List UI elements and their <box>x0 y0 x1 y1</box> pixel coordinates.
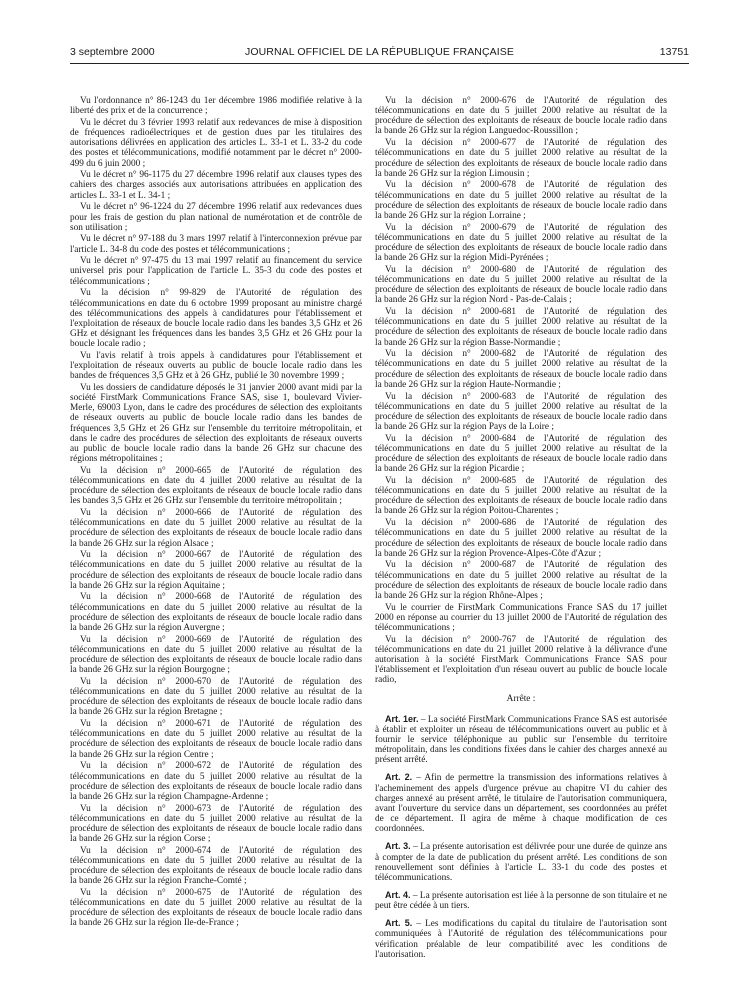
visa-paragraph: Vu le décret n° 96-1175 du 27 décembre 1996 relatif aux clauses types des cahiers des charges associés aux autorisations attribuées en application des articles L. 33-1 et L. 34-1 ; <box>70 170 362 201</box>
visa-paragraph: Vu le décret n° 97-475 du 13 mai 1997 relatif au financement du service universel pris pour l'application de l'article L. 35-3 du code des postes et télécommunications ; <box>70 256 362 287</box>
visa-paragraph: Vu la décision n° 2000-687 de l'Autorité de régulation des télécommunications en date du 5 juillet 2000 relative au résultat de la procédure de sélection des exploitants de réseaux de boucle locale radio dans la bande 26 GHz sur la région Rhône-Alpes ; <box>375 560 667 601</box>
article-text: – La société FirstMark Communications France SAS est autorisée à établir et exploiter un réseau de télécommunications ouvert au public et à fournir le service téléphonique au public sur l'ensemble du territoire métropolitain, dans les conditions fixées dans le cahier des charges annexé au présent arrêté. <box>375 714 667 766</box>
visa-paragraph: Vu le décret n° 97-188 du 3 mars 1997 relatif à l'interconnexion prévue par l'article L. 34-8 du code des postes et télécommunications ; <box>70 234 362 255</box>
visa-paragraph: Vu la décision n° 2000-676 de l'Autorité de régulation des télécommunications en date du 5 juillet 2000 relative au résultat de la procédure de sélection des exploitants de réseaux de boucle locale radio dans la bande 26 GHz sur la région Languedoc-Roussillon ; <box>375 96 667 137</box>
article-number: Art. 5. <box>385 918 413 929</box>
articles <box>375 714 667 960</box>
article-text: – La présente autorisation est délivrée pour une durée de quinze ans à compter de la date de publication du présent arrêté. Les conditions de son renouvellement sont définies à l'article L. 33-1 du code des postes et télécommunications. <box>375 842 667 883</box>
visa-paragraph: Vu la décision n° 2000-668 de l'Autorité de régulation des télécommunications en date du 5 juillet 2000 relative au résultat de la procédure de sélection des exploitants de réseaux de boucle locale radio dans la bande 26 GHz sur la région Auvergne ; <box>70 592 362 633</box>
visa-paragraph: Vu la décision n° 2000-675 de l'Autorité de régulation des télécommunications en date du 5 juillet 2000 relative au résultat de la procédure de sélection des exploitants de réseaux de boucle locale radio dans la bande 26 GHz sur la région Ile-de-France ; <box>70 888 362 929</box>
visa-paragraph: Vu la décision n° 99-829 de l'Autorité de régulation des télécommunications en date du 6 octobre 1999 proposant au ministre chargé des télécommunications des appels à candidatures pour l'établissement et l'exploitation de réseaux de boucle locale radio dans les bandes 3,5 GHz et 26 GHz et désignant les fréquences dans les bandes 3,5 GHz et 26 GHz pour la boucle locale radio ; <box>70 288 362 350</box>
arrete-heading: Arrête : <box>506 694 536 705</box>
visa-paragraph: Vu la décision n° 2000-666 de l'Autorité de régulation des télécommunications en date du 5 juillet 2000 relative au résultat de la procédure de sélection des exploitants de réseaux de boucle locale radio dans la bande 26 GHz sur la région Alsace ; <box>70 508 362 549</box>
article-text: – Les modifications du capital du titulaire de l'autorisation sont communiquées à l'Autorité de régulation des télécommunications pour vérification préalable de leur compatibilité avec les conditions de l'autorisation. <box>375 919 667 960</box>
visa-paragraph: Vu la décision n° 2000-685 de l'Autorité de régulation des télécommunications en date du 5 juillet 2000 relative au résultat de la procédure de sélection des exploitants de réseaux de boucle locale radio dans la bande 26 GHz sur la région Poitou-Charentes ; <box>375 475 667 517</box>
article-number: Art. 1er. <box>385 713 419 724</box>
visa-paragraph: Vu la décision n° 2000-672 de l'Autorité de régulation des télécommunications en date du 5 juillet 2000 relative au résultat de la procédure de sélection des exploitants de réseaux de boucle locale radio dans la bande 26 GHz sur la région Champagne-Ardenne ; <box>70 761 362 802</box>
visa-paragraph: Vu la décision n° 2000-680 de l'Autorité de régulation des télécommunications en date du 5 juillet 2000 relative au résultat de la procédure de sélection des exploitants de réseaux de boucle locale radio dans la bande 26 GHz sur la région Nord - Pas-de-Calais ; <box>375 264 667 306</box>
visa-paragraph: Vu la décision n° 2000-686 de l'Autorité de régulation des télécommunications en date du 5 juillet 2000 relative au résultat de la procédure de sélection des exploitants de réseaux de boucle locale radio dans la bande 26 GHz sur la région Provence-Alpes-Côte d'Azur ; <box>375 518 667 559</box>
header-rule <box>70 63 689 64</box>
visa-paragraph: Vu la décision n° 2000-674 de l'Autorité de régulation des télécommunications en date du 5 juillet 2000 relative au résultat de la procédure de sélection des exploitants de réseaux de boucle locale radio dans la bande 26 GHz sur la région Franche-Comté ; <box>70 845 362 887</box>
article-number: Art. 3. <box>385 841 411 852</box>
journal-title: JOURNAL OFFICIEL DE LA RÉPUBLIQUE FRANÇAISE <box>245 46 514 58</box>
article-paragraph <box>375 714 667 766</box>
visa-paragraph: Vu l'avis relatif à trois appels à candidatures pour l'établissement et l'exploitation de réseaux ouverts au public de boucle locale radio dans les bandes de fréquences 3,5 GHz et à 26 GHz, publié le 30 novembre 1999 ; <box>70 350 362 382</box>
article-text: – Afin de permettre la transmission des informations relatives à l'acheminement des appels d'urgence prévue au chapitre VI du cahier des charges annexé au présent arrêté, le titulaire de l'autorisation communiquera, avant l'ouverture du service dans un département, ses coordonnées au préfet de ce département. Il agira de même à chaque modification de ces coordonnées. <box>375 773 668 835</box>
left-column <box>70 96 362 930</box>
article-paragraph <box>375 918 667 960</box>
visa-paragraph: Vu la décision n° 2000-679 de l'Autorité de régulation des télécommunications en date du 5 juillet 2000 relative au résultat de la procédure de sélection des exploitants de réseaux de boucle locale radio dans la bande 26 GHz sur la région Midi-Pyrénées ; <box>375 222 667 264</box>
visa-paragraph: Vu la décision n° 2000-684 de l'Autorité de régulation des télécommunications en date du 5 juillet 2000 relative au résultat de la procédure de sélection des exploitants de réseaux de boucle locale radio dans la bande 26 GHz sur la région Picardie ; <box>375 433 667 475</box>
visa-paragraph: Vu la décision n° 2000-667 de l'Autorité de régulation des télécommunications en date du 5 juillet 2000 relative au résultat de la procédure de sélection des exploitants de réseaux de boucle locale radio dans la bande 26 GHz sur la région Aquitaine ; <box>70 550 362 591</box>
article-number: Art. 2. <box>385 772 413 783</box>
issue-date: 3 septembre 2000 <box>70 46 155 58</box>
visa-paragraph: Vu la décision n° 2000-670 de l'Autorité de régulation des télécommunications en date du 5 juillet 2000 relative au résultat de la procédure de sélection des exploitants de réseaux de boucle locale radio dans la bande 26 GHz sur la région Bretagne ; <box>70 676 362 718</box>
visa-paragraph: Vu la décision n° 2000-767 de l'Autorité de régulation des télécommunications en date du 21 juillet 2000 relative à la délivrance d'une autorisation à la société FirstMark Communications France SAS pour l'établissement et l'exploitation d'un réseau ouvert au public de boucle locale radio, <box>375 634 667 686</box>
visa-paragraph: Vu la décision n° 2000-671 de l'Autorité de régulation des télécommunications en date du 5 juillet 2000 relative au résultat de la procédure de sélection des exploitants de réseaux de boucle locale radio dans la bande 26 GHz sur la région Centre ; <box>70 719 362 760</box>
page-header <box>70 46 689 62</box>
visa-paragraph: Vu les dossiers de candidature déposés le 31 janvier 2000 avant midi par la société FirstMark Communications France SAS, sise 1, boulevard Vivier-Merle, 69003 Lyon, dans le cadre des procédures de sélection des exploitants de réseaux ouverts au public de boucle locale radio dans les bandes de fréquences 3,5 GHz et 26 GHz sur l'ensemble du territoire métropolitain, et dans le cadre des procédures de sélection des exploitants de réseaux ouverts au public de boucle locale radio dans la bande 26 GHz sur chacune des régions métropolitaines ; <box>70 382 362 465</box>
visa-paragraph: Vu la décision n° 2000-673 de l'Autorité de régulation des télécommunications en date du 5 juillet 2000 relative au résultat de la procédure de sélection des exploitants de réseaux de boucle locale radio dans la bande 26 GHz sur la région Corse ; <box>70 803 362 845</box>
visa-paragraph: Vu la décision n° 2000-677 de l'Autorité de régulation des télécommunications en date du 5 juillet 2000 relative au résultat de la procédure de sélection des exploitants de réseaux de boucle locale radio dans la bande 26 GHz sur la région Limousin ; <box>375 138 667 179</box>
article-paragraph <box>375 890 667 911</box>
visa-paragraph: Vu la décision n° 2000-665 de l'Autorité de régulation des télécommunications en date du 4 juillet 2000 relative au résultat de la procédure de sélection des exploitants de réseaux de boucle locale radio dans les bandes 3,5 GHz et 26 GHz sur l'ensemble du territoire métropolitain ; <box>70 465 362 507</box>
visa-paragraph: Vu la décision n° 2000-669 de l'Autorité de régulation des télécommunications en date du 5 juillet 2000 relative au résultat de la procédure de sélection des exploitants de réseaux de boucle locale radio dans la bande 26 GHz sur la région Bourgogne ; <box>70 634 362 676</box>
visa-paragraph: Vu la décision n° 2000-682 de l'Autorité de régulation des télécommunications en date du 5 juillet 2000 relative au résultat de la procédure de sélection des exploitants de réseaux de boucle locale radio dans la bande 26 GHz sur la région Haute-Normandie ; <box>375 349 667 390</box>
visa-paragraph: Vu la décision n° 2000-683 de l'Autorité de régulation des télécommunications en date du 5 juillet 2000 relative au résultat de la procédure de sélection des exploitants de réseaux de boucle locale radio dans la bande 26 GHz sur la région Pays de la Loire ; <box>375 391 667 432</box>
right-column <box>375 96 667 962</box>
visa-paragraph: Vu le décret du 3 février 1993 relatif aux redevances de mise à disposition de fréquences radioélectriques et de gestion dues par les titulaires des autorisations délivrées en application des articles L. 33-1 et L. 33-2 du code des postes et télécommunications, modifié notamment par le décret n° 2000-499 du 6 juin 2000 ; <box>70 117 362 169</box>
visa-paragraph: Vu la décision n° 2000-678 de l'Autorité de régulation des télécommunications en date du 5 juillet 2000 relative au résultat de la procédure de sélection des exploitants de réseaux de boucle locale radio dans la bande 26 GHz sur la région Lorraine ; <box>375 180 667 221</box>
visa-paragraph: Vu l'ordonnance n° 86-1243 du 1er décembre 1986 modifiée relative à la liberté des prix et de la concurrence ; <box>70 96 362 117</box>
right-visas <box>375 96 667 685</box>
page-number: 13751 <box>659 46 689 58</box>
article-number: Art. 4. <box>385 889 411 900</box>
visa-paragraph: Vu le courrier de FirstMark Communications France SAS du 17 juillet 2000 en réponse au courrier du 13 juillet 2000 de l'Autorité de régulation des télécommunications ; <box>375 602 667 633</box>
article-text: – La présente autorisation est liée à la personne de son titulaire et ne peut être cédée à un tiers. <box>375 890 668 912</box>
visa-paragraph: Vu la décision n° 2000-681 de l'Autorité de régulation des télécommunications en date du 5 juillet 2000 relative au résultat de la procédure de sélection des exploitants de réseaux de boucle locale radio dans la bande 26 GHz sur la région Basse-Normandie ; <box>375 307 667 348</box>
article-paragraph <box>375 841 667 883</box>
visa-paragraph: Vu le décret n° 96-1224 du 27 décembre 1996 relatif aux redevances dues pour les frais de gestion du plan national de numérotation et de contrôle de son utilisation ; <box>70 202 362 233</box>
article-paragraph <box>375 772 667 834</box>
